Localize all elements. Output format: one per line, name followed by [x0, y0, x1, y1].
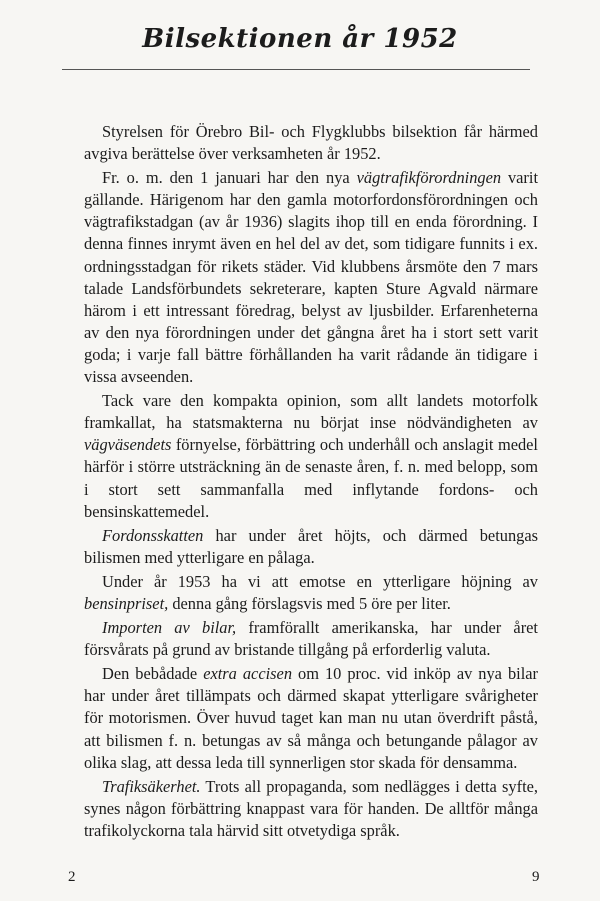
footer-left-number: 2 — [68, 869, 76, 885]
paragraph — [84, 617, 538, 661]
text-run: har under året höjts, och därmed betungas bilismen med ytterligare en pålaga. — [84, 525, 538, 567]
emphasized-term: extra accisen — [203, 664, 293, 684]
paragraph — [84, 776, 538, 842]
paragraph — [84, 571, 538, 615]
text-run: framförallt amerikanska, har under året försvårats på grund av bristande tillgång på erforderlig valuta. — [84, 618, 538, 660]
text-run: denna gång förslagsvis med 5 öre per liter. — [168, 593, 451, 613]
page-title: Bilsektionen år 1952 — [142, 24, 458, 54]
emphasized-term: bensinpriset, — [84, 593, 169, 613]
emphasized-term: Importen av bilar, — [102, 618, 237, 638]
text-run: Den bebådade — [102, 664, 204, 684]
paragraph — [84, 121, 538, 165]
emphasized-term: vägtrafikförordningen — [356, 168, 502, 188]
emphasized-term: vägväsendets — [84, 435, 172, 455]
paragraph — [84, 525, 538, 569]
title-rule — [62, 69, 530, 70]
paragraph — [84, 167, 538, 388]
text-run: varit gällande. Härigenom har den gamla motorfordonsförordningen och vägtrafikstadgan (av år 1936) slagits ihop till en enda förordning. I denna finnes inrymt även en hel del av det, som tidigare funnits i ex. ordningsstadgan för rikets städer. Vid klubbens årsmöte den 7 mars talade Landsförbundets sekreterare, kapten Sture Agvald närmare härom i ett intressant föredrag, belyst av ljusbilder. Erfarenheterna av den nya förordningen under det gångna året ha i stort sett varit goda; i varje fall bättre förhållanden ha varit rådande än tidigare i vissa avseenden. — [84, 168, 538, 387]
page-number: 9 — [532, 869, 540, 885]
text-run: Under år 1953 ha vi att emotse en ytterligare höjning av — [102, 571, 538, 591]
body-text — [84, 121, 538, 844]
text-run: Styrelsen för Örebro Bil- och Flygklubbs bilsektion får härmed avgiva berättelse över verksamheten år 1952. — [84, 122, 538, 164]
text-run: Tack vare den kompakta opinion, som allt landets motorfolk framkallat, ha statsmakterna nu börjat inse nödvändigheten av — [84, 391, 538, 433]
emphasized-term: Trafiksäkerhet. — [102, 776, 201, 796]
emphasized-term: Fordonsskatten — [102, 525, 204, 545]
text-run: förnyelse, förbättring och underhåll och anslagit medel härför i större utsträckning än de senaste åren, f. n. med belopp, som i stort sett sammanfalla med inflytande fordons- och bensinskattemedel. — [84, 435, 538, 521]
paragraph — [84, 390, 538, 523]
text-run: Fr. o. m. den 1 januari har den nya — [102, 168, 357, 188]
text-run: Trots all propaganda, som nedlägges i detta syfte, synes någon förbättring knappast vara för handen. De alltför många trafikolyckorna tala härvid sitt otvetydiga språk. — [84, 776, 538, 840]
paragraph — [84, 663, 538, 773]
text-run: om 10 proc. vid inköp av nya bilar har under året tillämpats och därmed skapat ytterligare svårigheter för motorismen. Över huvud taget kan man nu utan överdrift påstå, att bilismen f. n. betungas av så många och betungande pålagor av olika slag, att dessa leda till synnerligen stor skada för densamma. — [84, 664, 538, 772]
